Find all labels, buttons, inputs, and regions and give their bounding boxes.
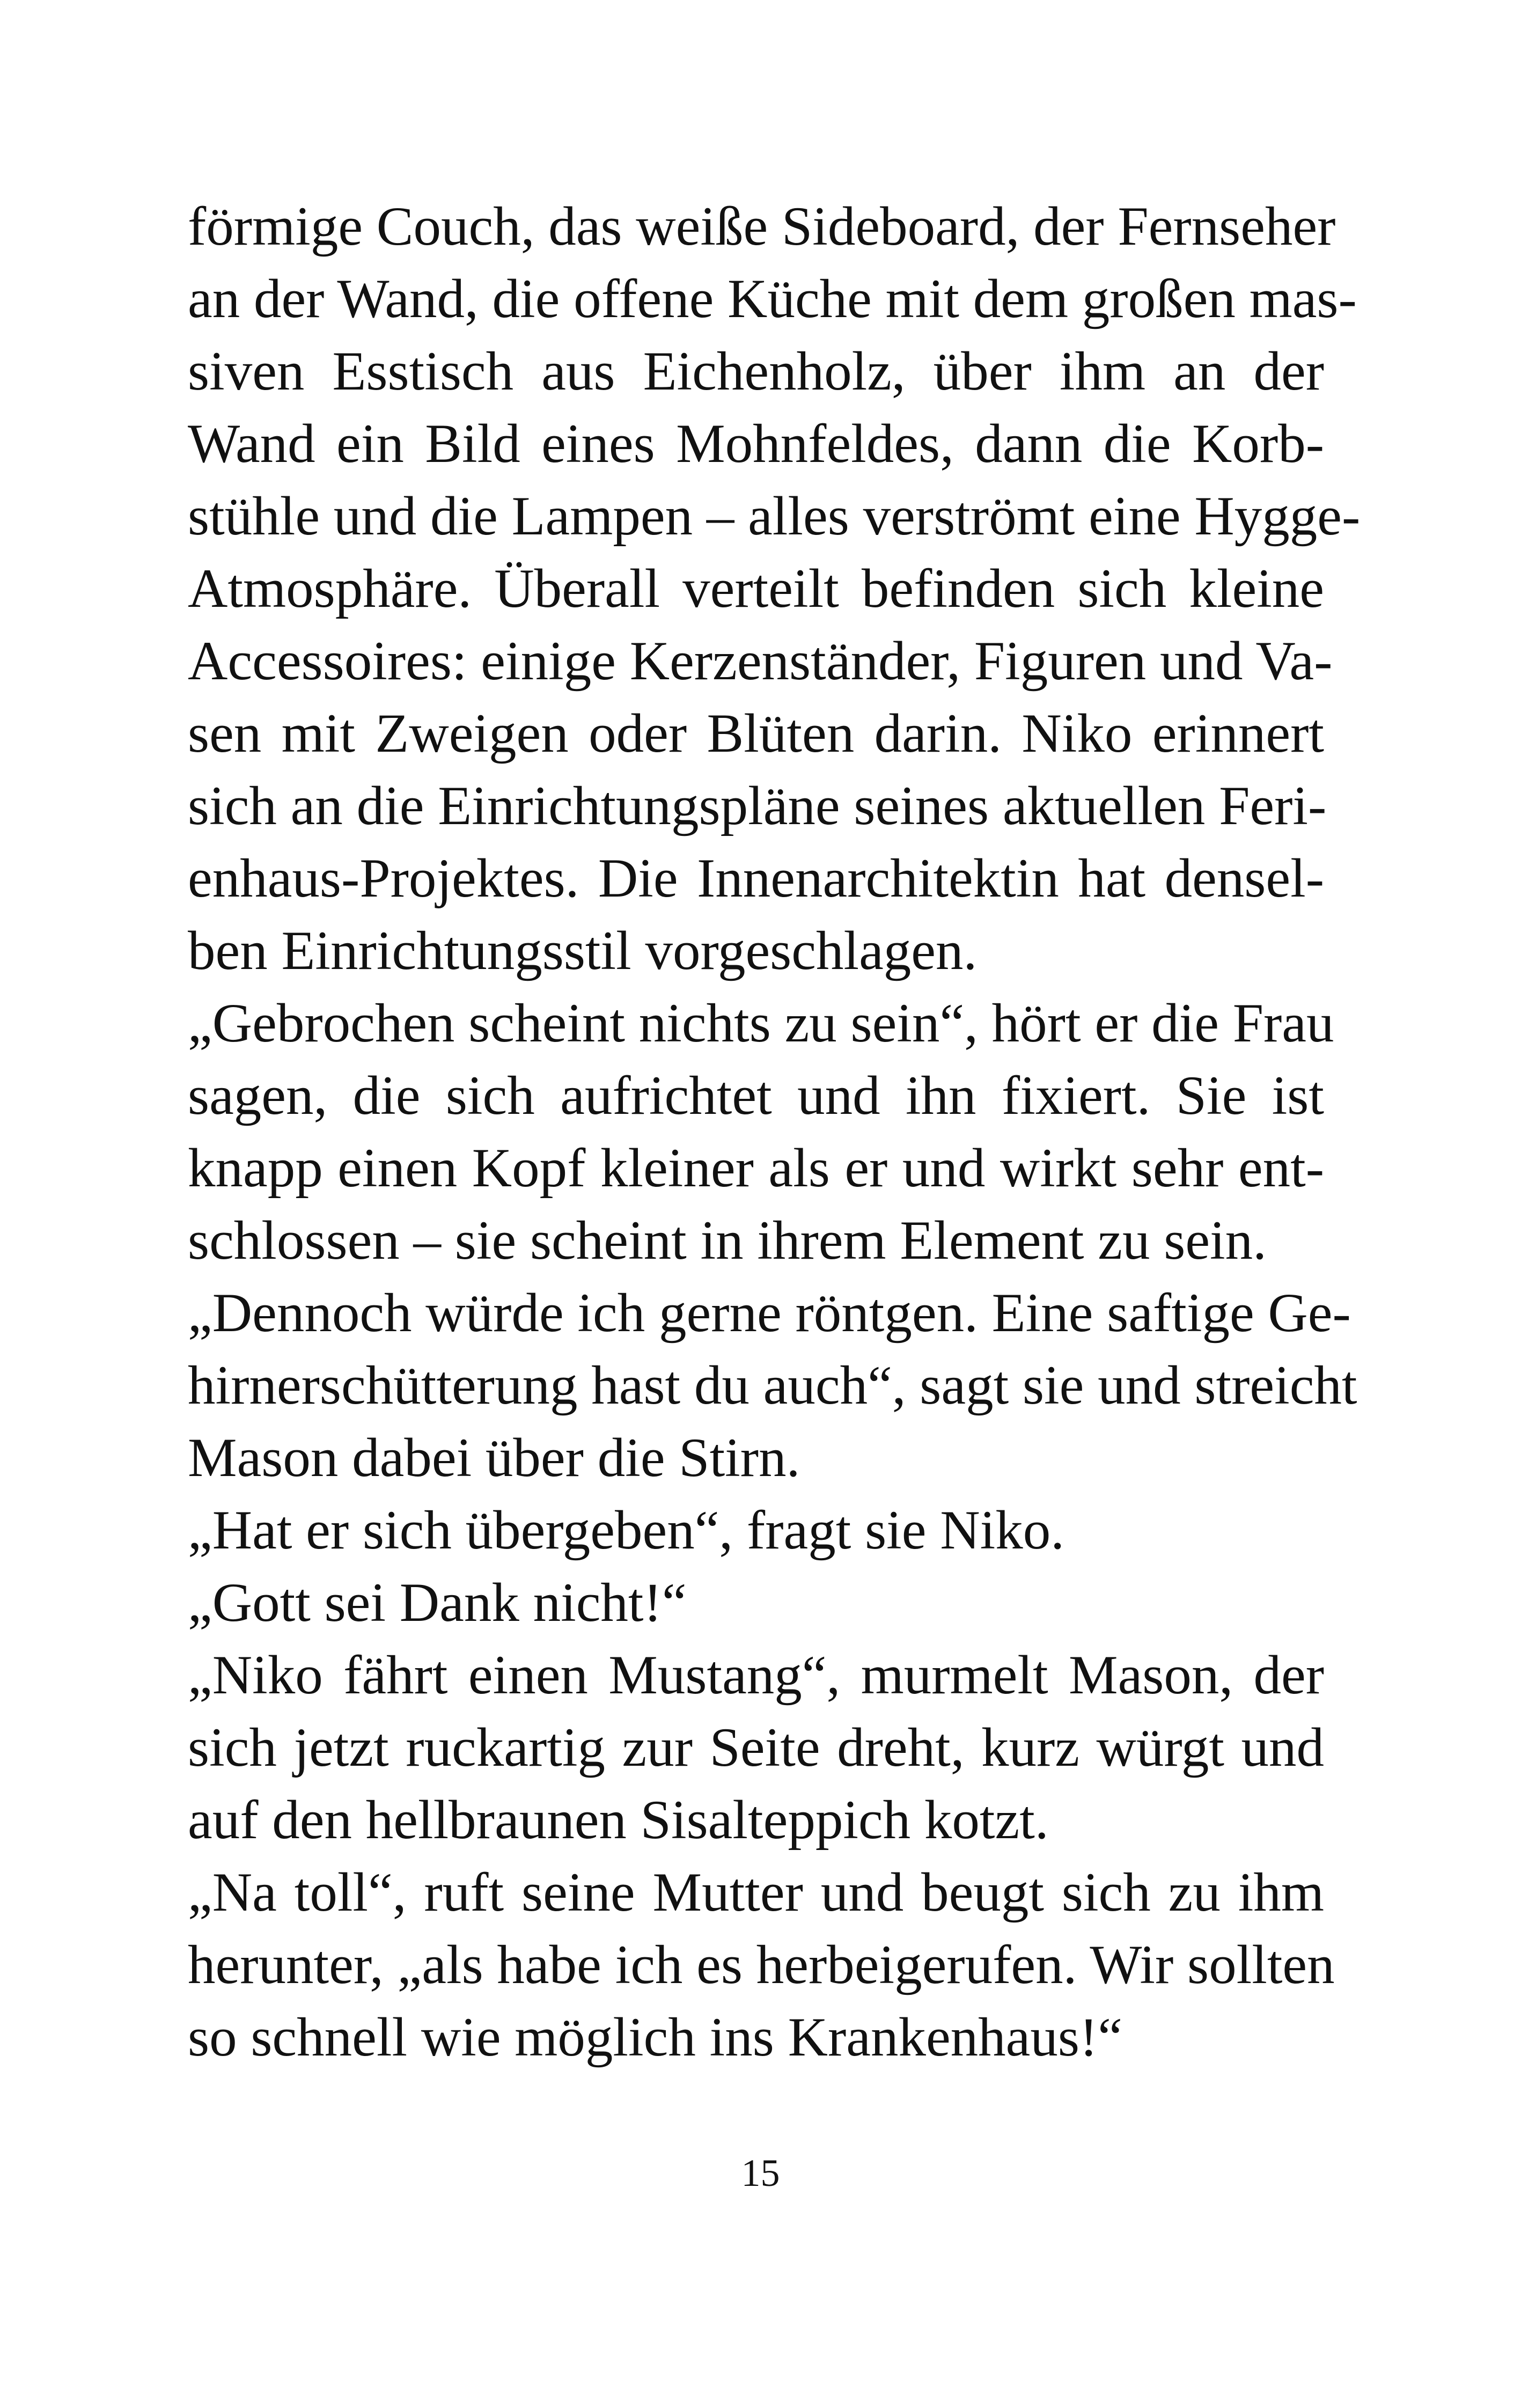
text-line: „Na toll“, ruft seine Mutter und beugt sich zu ihm bbox=[188, 1862, 1324, 1923]
page-number: 15 bbox=[741, 2152, 780, 2194]
text-line: an der Wand, die offene Küche mit dem großen mas- bbox=[188, 268, 1357, 329]
text-line: so schnell wie möglich ins Krankenhaus!“ bbox=[188, 2007, 1122, 2068]
text-line: schlossen – sie scheint in ihrem Element zu sein. bbox=[188, 1210, 1267, 1271]
text-line: sagen, die sich aufrichtet und ihn fixiert. Sie ist bbox=[188, 1065, 1324, 1126]
text-line: hirnerschütterung hast du auch“, sagt sie und streicht bbox=[188, 1355, 1357, 1416]
text-line: knapp einen Kopf kleiner als er und wirkt sehr ent- bbox=[188, 1137, 1324, 1199]
text-line: „Hat er sich übergeben“, fragt sie Niko. bbox=[188, 1500, 1065, 1561]
body-text bbox=[188, 190, 1361, 2074]
text-line: stühle und die Lampen – alles verströmt eine Hygge- bbox=[188, 486, 1361, 547]
text-line: sen mit Zweigen oder Blüten darin. Niko erinnert bbox=[188, 703, 1324, 764]
text-line: Accessoires: einige Kerzenständer, Figuren und Va- bbox=[188, 630, 1333, 692]
text-line: auf den hellbraunen Sisalteppich kotzt. bbox=[188, 1789, 1049, 1851]
text-line: „Gott sei Dank nicht!“ bbox=[188, 1572, 687, 1633]
text-line: „Niko fährt einen Mustang“, murmelt Mason, der bbox=[188, 1645, 1324, 1706]
text-line: sich jetzt ruckartig zur Seite dreht, kurz würgt und bbox=[188, 1717, 1324, 1778]
text-line: enhaus-Projektes. Die Innenarchitektin hat densel- bbox=[188, 848, 1324, 909]
text-line: siven Esstisch aus Eichenholz, über ihm an der bbox=[188, 341, 1324, 402]
text-line: Wand ein Bild eines Mohnfeldes, dann die Korb- bbox=[188, 413, 1324, 474]
text-line: förmige Couch, das weiße Sideboard, der Fernseher bbox=[188, 196, 1336, 257]
text-line: sich an die Einrichtungspläne seines aktuellen Feri- bbox=[188, 775, 1327, 836]
text-line: ben Einrichtungsstil vorgeschlagen. bbox=[188, 920, 978, 981]
text-line: herunter, „als habe ich es herbeigerufen. Wir sollten bbox=[188, 1934, 1335, 1995]
text-line: „Gebrochen scheint nichts zu sein“, hört er die Frau bbox=[188, 993, 1334, 1054]
text-line: Mason dabei über die Stirn. bbox=[188, 1427, 800, 1488]
text-line: „Dennoch würde ich gerne röntgen. Eine saftige Ge- bbox=[188, 1282, 1351, 1344]
text-line: Atmosphäre. Überall verteilt befinden sich kleine bbox=[188, 558, 1324, 619]
